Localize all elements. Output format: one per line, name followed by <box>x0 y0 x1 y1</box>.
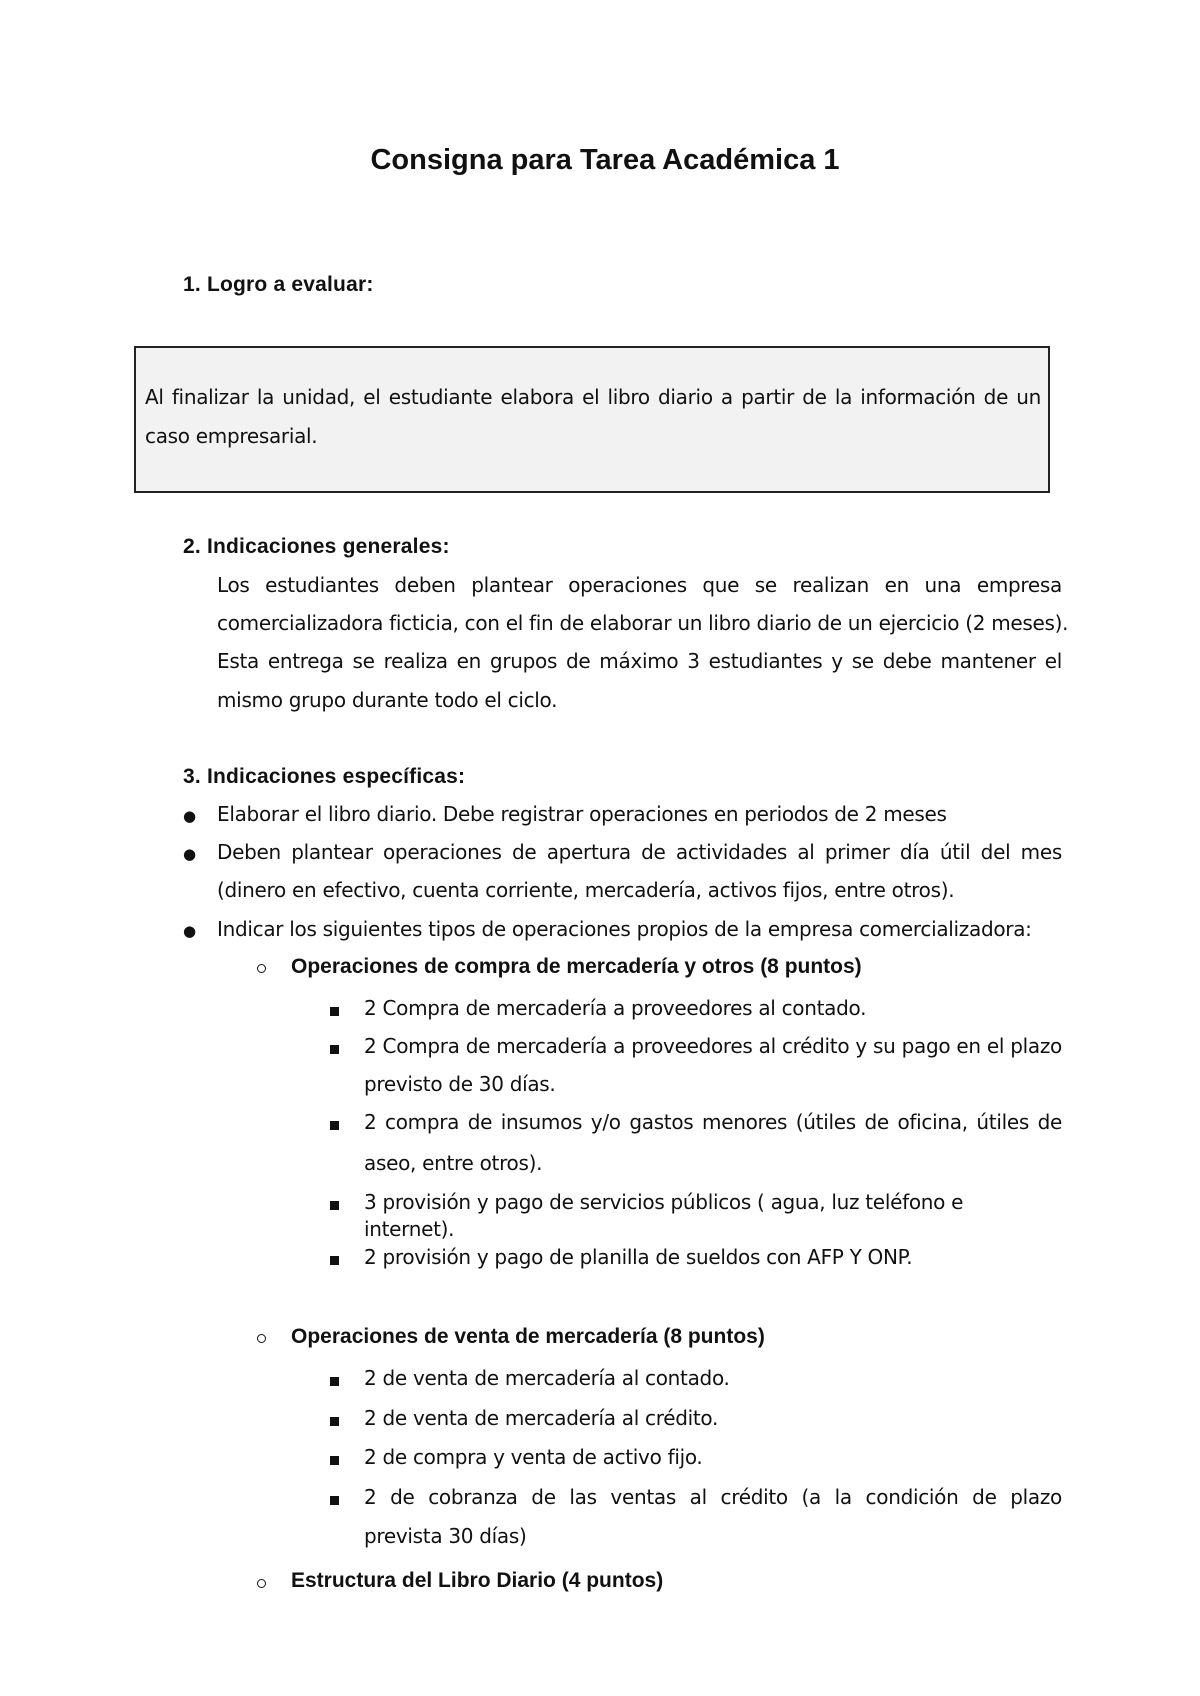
compra-heading: Operaciones de compra de mercadería y otros (8 puntos) <box>291 955 862 978</box>
square-bullet <box>330 1045 339 1054</box>
square-bullet <box>330 1007 339 1016</box>
general-line-1: Los estudiantes deben plantear operaciones que se realizan en una empresa <box>217 573 1062 597</box>
page-title: Consigna para Tarea Académica 1 <box>370 144 840 176</box>
estructura-heading: Estructura del Libro Diario (4 puntos) <box>291 1569 664 1592</box>
circle-bullet <box>257 964 266 973</box>
square-bullet <box>330 1377 339 1386</box>
specific-item-1: Elaborar el libro diario. Debe registrar operaciones en periodos de 2 meses <box>217 802 947 826</box>
compra-item-4-line-2: internet). <box>364 1217 455 1241</box>
square-bullet <box>330 1256 339 1265</box>
section-3-heading: 3. Indicaciones específicas: <box>183 765 466 788</box>
compra-item-5: 2 provisión y pago de planilla de sueldos con AFP Y ONP. <box>364 1245 913 1269</box>
section-2-heading: 2. Indicaciones generales: <box>183 535 450 558</box>
circle-bullet <box>257 1579 266 1588</box>
compra-item-2-line-1: 2 Compra de mercadería a proveedores al crédito y su pago en el plazo <box>364 1034 1062 1058</box>
bullet-dot: ● <box>183 845 197 863</box>
goal-line-1: Al finalizar la unidad, el estudiante elabora el libro diario a partir de la información de un <box>145 385 1041 409</box>
venta-item-1: 2 de venta de mercadería al contado. <box>364 1366 730 1390</box>
general-line-4: mismo grupo durante todo el ciclo. <box>217 688 558 712</box>
compra-item-1: 2 Compra de mercadería a proveedores al contado. <box>364 996 867 1020</box>
compra-item-4-line-1: 3 provisión y pago de servicios públicos ( agua, luz teléfono e <box>364 1190 964 1214</box>
goal-line-2: caso empresarial. <box>145 424 318 448</box>
circle-bullet <box>257 1334 266 1343</box>
section-1-heading: 1. Logro a evaluar: <box>183 273 374 296</box>
general-line-2: comercializadora ficticia, con el fin de elaborar un libro diario de un ejercicio (2 meses). <box>217 611 1069 635</box>
general-line-3: Esta entrega se realiza en grupos de máximo 3 estudiantes y se debe mantener el <box>217 649 1062 673</box>
specific-item-2-line-2: (dinero en efectivo, cuenta corriente, mercadería, activos fijos, entre otros). <box>217 878 955 902</box>
square-bullet <box>330 1201 339 1210</box>
venta-item-4-line-1: 2 de cobranza de las ventas al crédito (a la condición de plazo <box>364 1485 1062 1509</box>
venta-item-2: 2 de venta de mercadería al crédito. <box>364 1406 719 1430</box>
specific-item-3: Indicar los siguientes tipos de operaciones propios de la empresa comercializadora: <box>217 917 1032 941</box>
square-bullet <box>330 1496 339 1505</box>
venta-item-3: 2 de compra y venta de activo fijo. <box>364 1445 703 1469</box>
bullet-dot: ● <box>183 922 197 940</box>
square-bullet <box>330 1417 339 1426</box>
goal-box <box>134 346 1050 493</box>
venta-item-4-line-2: prevista 30 días) <box>364 1524 527 1548</box>
bullet-dot: ● <box>183 807 197 825</box>
compra-item-2-line-2: previsto de 30 días. <box>364 1072 556 1096</box>
square-bullet <box>330 1121 339 1130</box>
specific-item-2-line-1: Deben plantear operaciones de apertura de actividades al primer día útil del mes <box>217 840 1062 864</box>
compra-item-3-line-2: aseo, entre otros). <box>364 1151 543 1175</box>
venta-heading: Operaciones de venta de mercadería (8 puntos) <box>291 1325 765 1348</box>
square-bullet <box>330 1456 339 1465</box>
compra-item-3-line-1: 2 compra de insumos y/o gastos menores (útiles de oficina, útiles de <box>364 1110 1062 1134</box>
